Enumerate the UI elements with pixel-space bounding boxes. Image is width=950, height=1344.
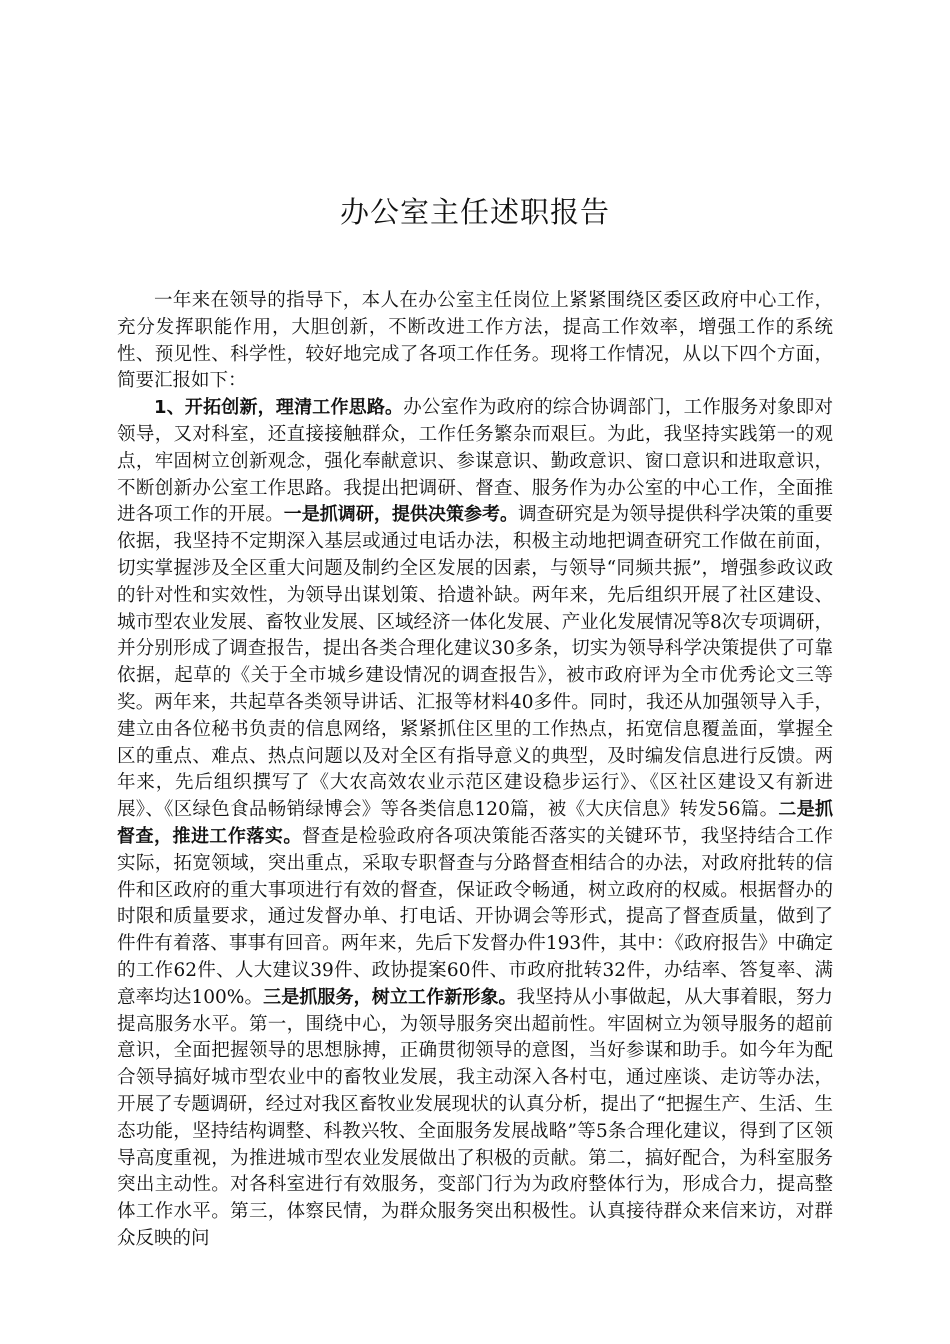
section-1-heading: 1、开拓创新，理清工作思路。 xyxy=(154,397,404,419)
intro-paragraph xyxy=(117,288,833,395)
service-text: 我坚持从小事做起，从大事着眼，努力提高服务水平。第一，围绕中心，为领导服务突出超前性。牢固树立为领导服务的超前意识，全面把握领导的思想脉搏，正确贯彻领导的意图，当好参谋和助手。如今年为配合领导搞好城市型农业中的畜牧业发展，我主动深入各村屯，通过座谈、走访等办法，开展了专题调研，经过对我区畜牧业发展现状的认真分析，提出了“把握生产、生活、生态功能，坚持结构调整、科教兴牧、全面服务发展战略”等5条合理化建议，得到了区领导高度重视，为推进城市型农业发展做出了积极的贡献。第二，搞好配合，为科室服务突出主动性。对各科室进行有效服务，变部门行为为政府整体行为，形成合力，提高整体工作水平。第三，体察民情，为群众服务突出积极性。认真接待群众来信来访，对群众反映的问 xyxy=(117,986,833,1249)
document-body xyxy=(117,288,833,1253)
section-1-paragraph xyxy=(117,395,833,1253)
research-text: 调查研究是为领导提供科学决策的重要依据，我坚持不定期深入基层或通过电话办法，积极主动地把调查研究工作做在前面，切实掌握涉及全区重大问题及制约全区发展的因素，与领导“同频共振”，增强参政议政的针对性和实效性，为领导出谋划策、拾遗补缺。两年来，先后组织开展了社区建设、城市型农业发展、畜牧业发展、区域经济一体化发展、产业化发展情况等8次专项调研，并分别形成了调查报告，提出各类合理化建议30多条，切实为领导科学决策提供了可靠依据，起草的《关于全市城乡建设情况的调查报告》，被市政府评为全市优秀论文三等奖。两年来，共起草各类领导讲话、汇报等材料40多件。同时，我还从加强领导入手，建立由各位秘书负责的信息网络，紧紧抓住区里的工作热点，拓宽信息覆盖面，掌握全区的重点、难点、热点问题以及对全区有指导意义的典型，及时编发信息进行反馈。两年来，先后组织撰写了《大农高效农业示范区建设稳步运行》、《区社区建设又有新进展》、《区绿色食品畅销绿博会》等各类信息120篇，被《大庆信息》转发56篇。 xyxy=(117,504,833,821)
service-subheading: 三是抓服务，树立工作新形象。 xyxy=(263,986,517,1008)
section-1-text: 办公室作为政府的综合协调部门，工作服务对象即对领导，又对科室，还直接接触群众，工作任务繁杂而艰巨。为此，我坚持实践第一的观点，牢固树立创新观念，强化奉献意识、参谋意识、勤政意识、窗口意识和进取意识，不断创新办公室工作思路。我提出把调研、督查、服务作为办公室的中心工作，全面推进各项工作的开展。 xyxy=(117,397,833,526)
supervision-text: 督查是检验政府各项决策能否落实的关键环节，我坚持结合工作实际，拓宽领域，突出重点，采取专职督查与分路督查相结合的办法，对政府批转的信件和区政府的重大事项进行有效的督查，保证政令畅通，树立政府的权威。根据督办的时限和质量要求，通过发督办单、打电话、开协调会等形式，提高了督查质量，做到了件件有着落、事事有回音。两年来，先后下发督办件193件，其中：《政府报告》中确定的工作62件、人大建议39件、政协提案60件、市政府批转32件，办结率、答复率、满意率均达100%。 xyxy=(117,825,834,1008)
document-title: 办公室主任述职报告 xyxy=(339,195,610,229)
intro-text: 一年来在领导的指导下，本人在办公室主任岗位上紧紧围绕区委区政府中心工作，充分发挥职能作用，大胆创新，不断改进工作方法，提高工作效率，增强工作的系统性、预见性、科学性，较好地完成了各项工作任务。现将工作情况，从以下四个方面，简要汇报如下： xyxy=(117,290,833,392)
research-subheading: 一是抓调研，提供决策参考。 xyxy=(283,504,519,526)
supervision-subheading: 二是抓督查，推进工作落实。 xyxy=(117,799,834,847)
